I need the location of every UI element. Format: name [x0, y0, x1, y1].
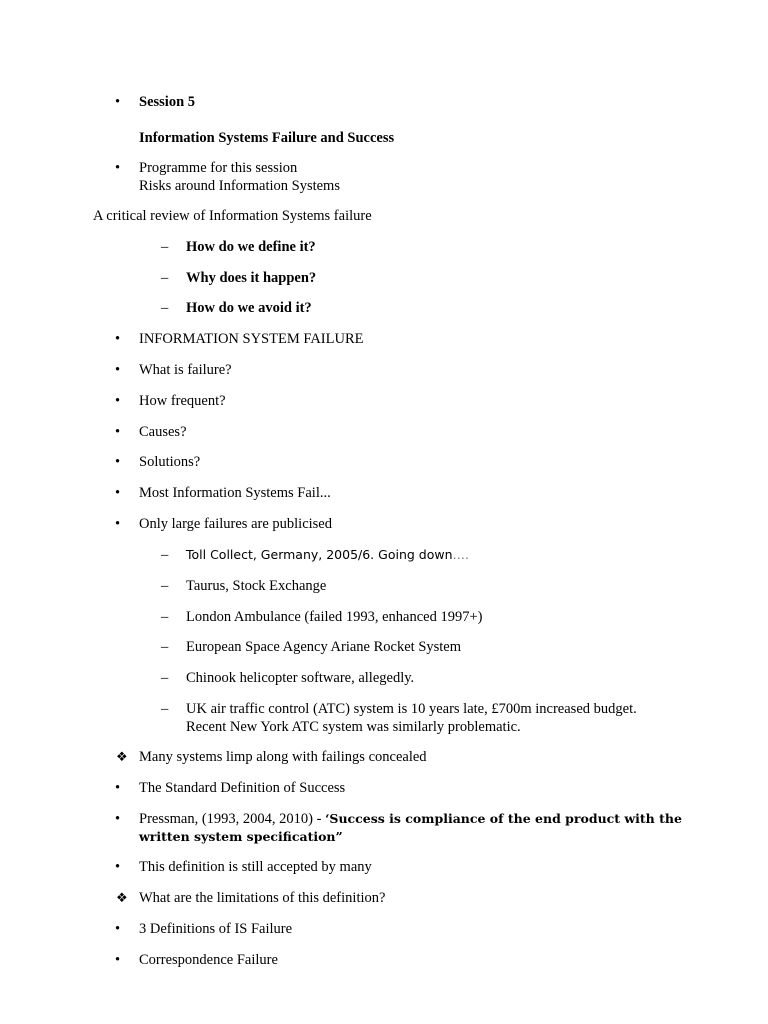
list-item-text: This definition is still accepted by many	[139, 859, 372, 875]
bullet-icon: •	[115, 516, 121, 532]
bullet-icon: •	[115, 921, 121, 937]
bullet-icon: •	[115, 485, 121, 501]
failure-example: London Ambulance (failed 1993, enhanced 1997+)	[186, 609, 483, 625]
list-item-text: Causes?	[139, 424, 187, 440]
pressman-citation	[139, 810, 682, 828]
bullet-icon: •	[115, 859, 121, 875]
dash-icon: –	[161, 701, 169, 717]
bullet-icon: •	[115, 952, 121, 968]
list-item-text: 3 Definitions of IS Failure	[139, 921, 293, 937]
dash-icon: –	[161, 300, 169, 316]
dash-icon: –	[161, 670, 169, 686]
diamond-bullet-icon: ❖	[116, 890, 128, 905]
pressman-quote: written system specification”	[139, 829, 343, 844]
list-item-text: Correspondence Failure	[139, 952, 278, 968]
dash-icon: –	[161, 547, 169, 563]
bullet-icon: •	[115, 454, 121, 470]
ellipsis-text: ….	[452, 547, 469, 562]
pressman-prefix: Pressman, (1993, 2004, 2010) -	[139, 811, 326, 827]
list-item-text: Only large failures are publicised	[139, 516, 332, 532]
critical-review-text: A critical review of Information Systems failure	[93, 208, 372, 224]
bullet-icon: •	[115, 780, 121, 796]
dash-icon: –	[161, 270, 169, 286]
bullet-icon: •	[115, 362, 121, 378]
bullet-icon: •	[115, 424, 121, 440]
failure-example	[186, 546, 469, 564]
bullet-icon: •	[115, 160, 121, 176]
failure-example: Taurus, Stock Exchange	[186, 578, 327, 594]
failure-example: Recent New York ATC system was similarly problematic.	[186, 719, 521, 735]
list-item-text: Many systems limp along with failings concealed	[139, 749, 427, 765]
bullet-icon: •	[115, 393, 121, 409]
dash-icon: –	[161, 609, 169, 625]
list-item-text: The Standard Definition of Success	[139, 780, 346, 796]
page-title: Information Systems Failure and Success	[139, 130, 395, 146]
dash-icon: –	[161, 639, 169, 655]
list-item-text: What is failure?	[139, 362, 232, 378]
dash-icon: –	[161, 239, 169, 255]
bullet-icon: •	[115, 811, 121, 827]
list-item-text: Solutions?	[139, 454, 201, 470]
dash-icon: –	[161, 578, 169, 594]
list-item-text: How frequent?	[139, 393, 226, 409]
bullet-icon: •	[115, 331, 121, 347]
session-heading: Session 5	[139, 94, 196, 110]
list-item-text: Most Information Systems Fail...	[139, 485, 331, 501]
failure-example: UK air traffic control (ATC) system is 10 years late, £700m increased budget.	[186, 701, 637, 717]
question-text: Why does it happen?	[186, 270, 317, 286]
question-text: How do we define it?	[186, 239, 316, 255]
risks-text: Risks around Information Systems	[139, 178, 340, 194]
diamond-bullet-icon: ❖	[116, 749, 128, 764]
toll-collect-text: Toll Collect, Germany, 2005/6. Going down	[186, 547, 453, 562]
question-text: How do we avoid it?	[186, 300, 312, 316]
bullet-icon: •	[115, 94, 121, 110]
failure-example: European Space Agency Ariane Rocket System	[186, 639, 462, 655]
list-item-text: INFORMATION SYSTEM FAILURE	[139, 331, 364, 347]
failure-example: Chinook helicopter software, allegedly.	[186, 670, 415, 686]
pressman-quote: ‘Success is compliance of the end product with the	[325, 811, 682, 826]
programme-text: Programme for this session	[139, 160, 298, 176]
list-item-text: What are the limitations of this definition?	[139, 890, 386, 906]
